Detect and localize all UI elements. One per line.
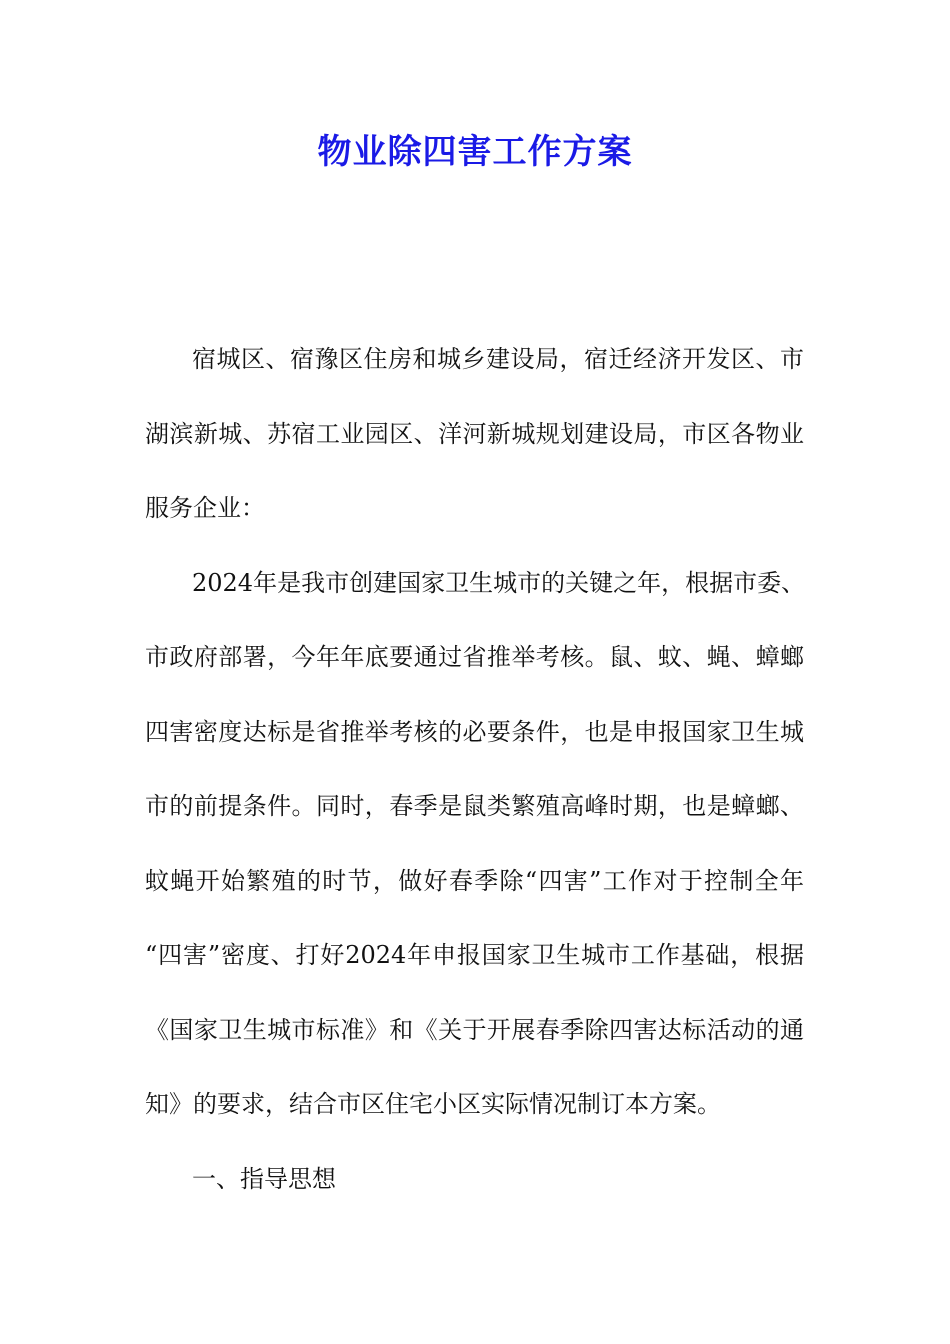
paragraph-line-addressees-3: 服务企业： (145, 494, 265, 522)
paragraph-line-body-5: 蚊蝇开始繁殖的时节，做好春季除“四害”工作对于控制全年 (145, 867, 804, 895)
document-title: 物业除四害工作方案 (317, 132, 633, 172)
paragraph-line-body-8: 知》的要求，结合市区住宅小区实际情况制订本方案。 (145, 1090, 721, 1118)
section-heading: 一、指导思想 (192, 1165, 336, 1193)
paragraph-line-body-2: 市政府部署，今年年底要通过省推举考核。鼠、蚊、蝇、蟑螂 (145, 643, 804, 671)
paragraph-line-body-7: 《国家卫生城市标准》和《关于开展春季除四害达标活动的通 (145, 1016, 804, 1044)
paragraph-line-body-1: 2024年是我市创建国家卫生城市的关键之年，根据市委、 (192, 569, 806, 597)
paragraph-line-body-4: 市的前提条件。同时，春季是鼠类繁殖高峰时期，也是蟑螂、 (145, 792, 804, 820)
paragraph-line-addressees-2: 湖滨新城、苏宿工业园区、洋河新城规划建设局，市区各物业 (145, 420, 804, 448)
paragraph-line-body-3: 四害密度达标是省推举考核的必要条件，也是申报国家卫生城 (145, 718, 804, 746)
paragraph-line-addressees-1: 宿城区、宿豫区住房和城乡建设局，宿迁经济开发区、市 (192, 345, 804, 373)
paragraph-line-body-6: “四害”密度、打好2024年申报国家卫生城市工作基础，根据 (145, 941, 804, 969)
